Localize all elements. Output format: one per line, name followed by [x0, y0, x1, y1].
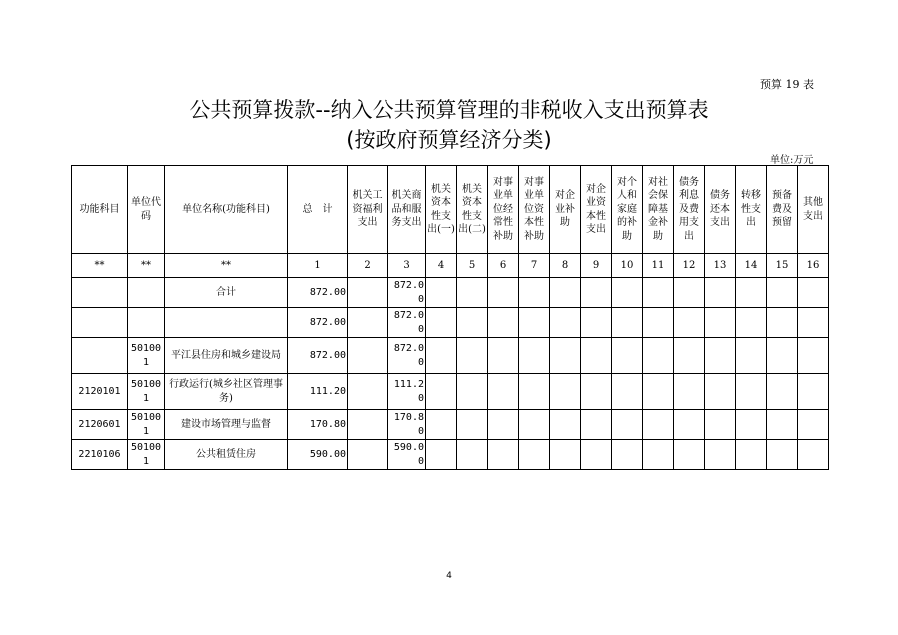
index-cell: 7: [519, 254, 550, 278]
header-total: 总 计: [288, 166, 348, 254]
unit-code-cell: 501001: [128, 338, 165, 374]
header-c7: 对事业单位资本性补助: [519, 166, 550, 254]
header-c13: 债务还本支出: [705, 166, 736, 254]
header-row: [72, 166, 829, 254]
index-cell: 11: [643, 254, 674, 278]
c2-cell: [348, 374, 388, 410]
unit-name-cell: 合计: [165, 278, 288, 308]
header-c5: 机关资本性支出(二): [457, 166, 488, 254]
func-code-cell: 2210106: [72, 440, 128, 470]
header-c11: 对社会保障基金补助: [643, 166, 674, 254]
c2-cell: [348, 278, 388, 308]
index-cell: **: [72, 254, 128, 278]
index-cell: 3: [388, 254, 426, 278]
index-cell: 10: [612, 254, 643, 278]
index-cell: 9: [581, 254, 612, 278]
total-cell: 170.80: [288, 410, 348, 440]
unit-code-cell: 501001: [128, 374, 165, 410]
table-row: [72, 374, 829, 410]
header-c12: 债务利息及费用支出: [674, 166, 705, 254]
index-cell: 13: [705, 254, 736, 278]
c3-cell: 872.00: [388, 308, 426, 338]
header-func-code: 功能科目: [72, 166, 128, 254]
func-code-cell: 2120101: [72, 374, 128, 410]
budget-table: [71, 165, 829, 470]
page-title: 公共预算拨款--纳入公共预算管理的非税收入支出预算表: [189, 98, 709, 122]
index-cell: 8: [550, 254, 581, 278]
unit-name-cell: 建设市场管理与监督: [165, 410, 288, 440]
total-cell: 872.00: [288, 278, 348, 308]
c3-cell: 111.20: [388, 374, 426, 410]
table-row: [72, 308, 829, 338]
func-code-cell: [72, 308, 128, 338]
header-c14: 转移性支出: [736, 166, 767, 254]
header-c3: 机关商品和服务支出: [388, 166, 426, 254]
unit-name-cell: 公共租赁住房: [165, 440, 288, 470]
header-c10: 对个人和家庭的补助: [612, 166, 643, 254]
header-c8: 对企业补助: [550, 166, 581, 254]
unit-name-cell: 平江县住房和城乡建设局: [165, 338, 288, 374]
table-row: [72, 440, 829, 470]
index-cell: 12: [674, 254, 705, 278]
index-cell: **: [128, 254, 165, 278]
unit-code-cell: [128, 308, 165, 338]
c3-cell: 590.00: [388, 440, 426, 470]
header-c4: 机关资本性支出(一): [426, 166, 457, 254]
total-cell: 872.00: [288, 338, 348, 374]
func-code-cell: [72, 278, 128, 308]
func-code-cell: 2120601: [72, 410, 128, 440]
c2-cell: [348, 410, 388, 440]
unit-code-cell: [128, 278, 165, 308]
header-c2: 机关工资福利支出: [348, 166, 388, 254]
total-cell: 590.00: [288, 440, 348, 470]
c3-cell: 872.00: [388, 278, 426, 308]
table-row: [72, 410, 829, 440]
c2-cell: [348, 308, 388, 338]
index-cell: 2: [348, 254, 388, 278]
unit-name-cell: 行政运行(城乡社区管理事务): [165, 374, 288, 410]
table-row: [72, 338, 829, 374]
index-row: [72, 254, 829, 278]
header-c9: 对企业资本性支出: [581, 166, 612, 254]
index-cell: 6: [488, 254, 519, 278]
c3-cell: 170.80: [388, 410, 426, 440]
c3-cell: 872.00: [388, 338, 426, 374]
total-cell: 111.20: [288, 374, 348, 410]
form-number: 预算 19 表: [760, 78, 814, 91]
page-subtitle: (按政府预算经济分类): [346, 128, 552, 152]
total-cell: 872.00: [288, 308, 348, 338]
unit-label: 单位:万元: [770, 155, 814, 166]
c2-cell: [348, 338, 388, 374]
index-cell: 14: [736, 254, 767, 278]
index-cell: **: [165, 254, 288, 278]
header-unit-code: 单位代码: [128, 166, 165, 254]
index-cell: 4: [426, 254, 457, 278]
header-c16: 其他支出: [798, 166, 829, 254]
page-number: 4: [446, 571, 452, 581]
header-c15: 预备费及预留: [767, 166, 798, 254]
func-code-cell: [72, 338, 128, 374]
index-cell: 15: [767, 254, 798, 278]
header-unit-name: 单位名称(功能科目): [165, 166, 288, 254]
header-c6: 对事业单位经常性补助: [488, 166, 519, 254]
c2-cell: [348, 440, 388, 470]
unit-code-cell: 501001: [128, 410, 165, 440]
unit-code-cell: 501001: [128, 440, 165, 470]
index-cell: 5: [457, 254, 488, 278]
table-row: [72, 278, 829, 308]
index-cell: 16: [798, 254, 829, 278]
index-cell: 1: [288, 254, 348, 278]
unit-name-cell: [165, 308, 288, 338]
